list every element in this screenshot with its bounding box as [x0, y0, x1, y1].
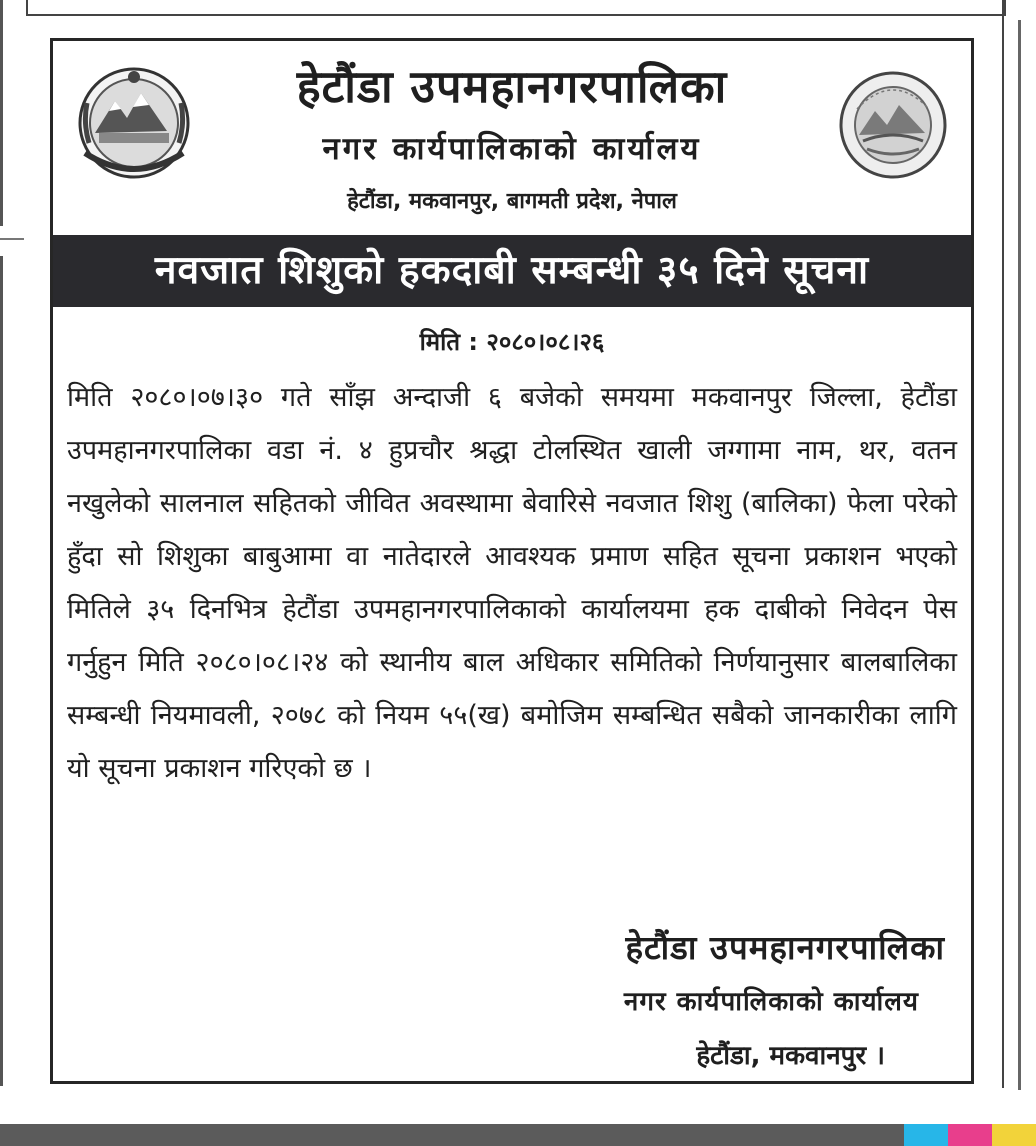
municipality-name: हेटौंडा उपमहानगरपालिका — [296, 60, 728, 113]
public-notice — [50, 38, 974, 1084]
notice-title: नवजात शिशुको हकदाबी सम्बन्धी ३५ दिने सूचना — [53, 235, 971, 307]
office-name: नगर कार्यपालिकाको कार्यालय — [322, 131, 702, 167]
top-column-frame — [26, 0, 1006, 16]
notice-body: मिति २०८०।०७।३० गते साँझ अन्दाजी ६ बजेको समयमा मकवानपुर जिल्ला, हेटौंडा उपमहानगरपालिका वडा नं. ४ हुप्रचौर श्रद्धा टोलस्थित खाली जग्गामा नाम, थर, वतन नखुलेको सालनाल सहितको जीवित अवस्थामा बेवारिसे नवजात शिशु (बालिका) फेला परेको हुँदा सो शिशुका बाबुआमा वा नातेदारले आवश्यक प्रमाण सहित सूचना प्रकाशन भएको मितिले ३५ दिनभित्र हेटौंडा उपमहानगरपालिकाको कार्यालयमा हक दाबीको निवेदन पेस गर्नुहुन मिति २०८०।०८।२४ को स्थानीय बाल अधिकार समितिको निर्णयानुसार बालबालिका सम्बन्धी नियमावली, २०७८ को नियम ५५(ख) बमोजिम सम्बन्धित सबैको जानकारीका लागि यो सूचना प्रकाशन गरिएको छ । — [67, 382, 957, 784]
cyan-mark — [904, 1124, 948, 1146]
office-address: हेटौंडा, मकवानपुर, बागमती प्रदेश, नेपाल — [347, 189, 677, 214]
left-column-edge-lower — [0, 256, 3, 1086]
signature-place: हेटौंडा, मकवानपुर । — [696, 1041, 885, 1071]
signature-block — [624, 921, 945, 1083]
page-bottom-bar — [0, 1124, 1036, 1146]
print-color-marks — [904, 1124, 1036, 1146]
yellow-mark — [992, 1124, 1036, 1146]
left-column-rule — [0, 238, 24, 240]
notice-date: मिति : २०८०।०८।२६ — [419, 328, 605, 356]
signature-office-name: नगर कार्यपालिकाको कार्यालय — [623, 987, 919, 1017]
signature-org-name: हेटौंडा उपमहानगरपालिका — [625, 928, 945, 967]
magenta-mark — [948, 1124, 992, 1146]
right-column-rule — [1002, 0, 1004, 1088]
left-column-edge — [0, 0, 3, 226]
right-column-edge — [1018, 20, 1021, 1090]
